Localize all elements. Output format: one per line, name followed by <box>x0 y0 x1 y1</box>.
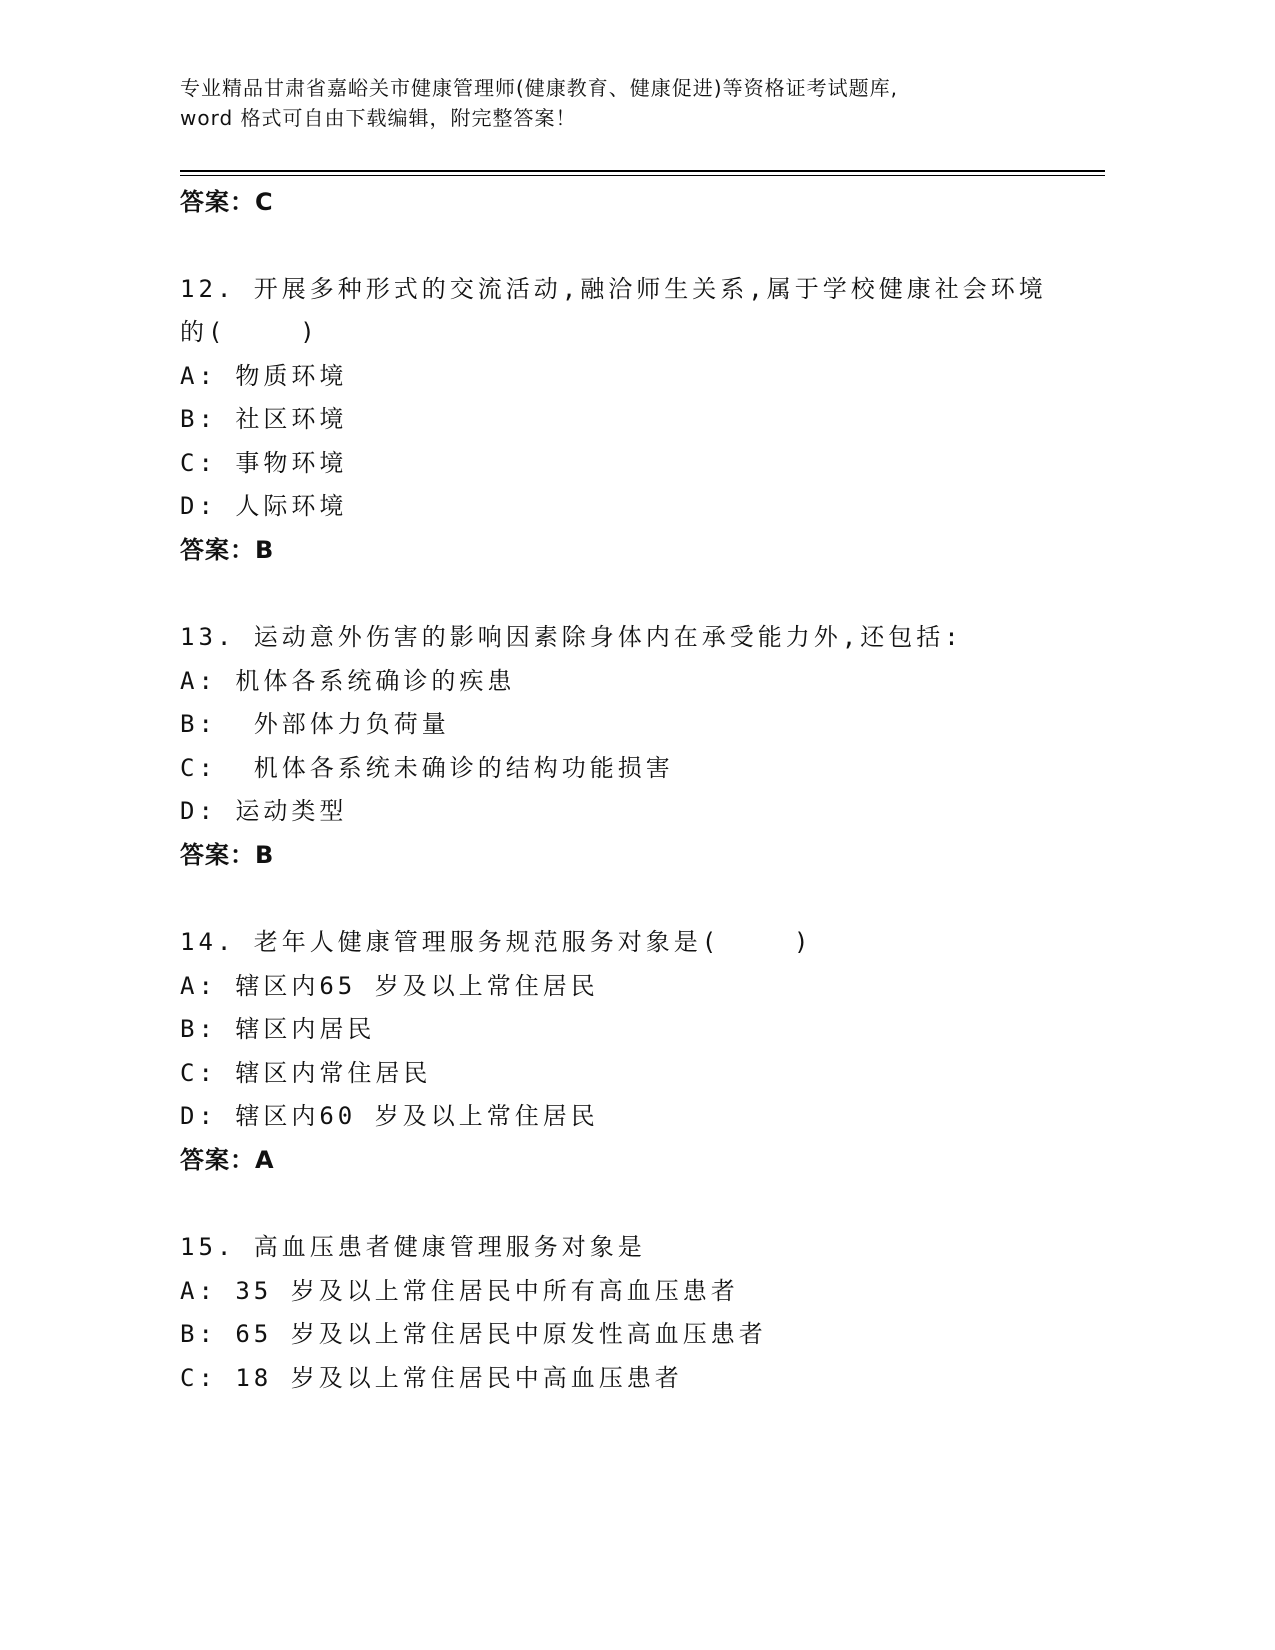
question-12-option-d: D: 人际环境 <box>180 492 348 520</box>
question-15-option-b: B: 65 岁及以上常住居民中原发性高血压患者 <box>180 1320 767 1348</box>
header-divider-bottom <box>180 175 1105 176</box>
question-15-option-a: A: 35 岁及以上常住居民中所有高血压患者 <box>180 1277 739 1305</box>
answer-13: 答案：B <box>180 841 275 869</box>
question-13-option-a: A: 机体各系统确诊的疾患 <box>180 667 516 695</box>
answer-11: 答案：C <box>180 188 274 216</box>
answer-14: 答案：A <box>180 1146 275 1174</box>
question-15-stem: 15. 高血压患者健康管理服务对象是 <box>180 1233 646 1261</box>
question-13-option-d: D: 运动类型 <box>180 797 348 825</box>
question-12-option-a: A: 物质环境 <box>180 362 348 390</box>
document-title-line-1: 专业精品甘肃省嘉峪关市健康管理师(健康教育、健康促进)等资格证考试题库, <box>180 76 898 100</box>
question-12-stem-cont: 的( ) <box>180 318 319 346</box>
question-13-option-c: C: 机体各系统未确诊的结构功能损害 <box>180 754 674 782</box>
question-14-stem: 14. 老年人健康管理服务规范服务对象是( ) <box>180 928 813 956</box>
header-divider-top <box>180 170 1105 172</box>
question-13-option-b: B: 外部体力负荷量 <box>180 710 450 738</box>
answer-12: 答案：B <box>180 536 275 564</box>
question-12-option-b: B: 社区环境 <box>180 405 348 433</box>
question-14-option-d: D: 辖区内60 岁及以上常住居民 <box>180 1102 599 1130</box>
question-15-option-c: C: 18 岁及以上常住居民中高血压患者 <box>180 1364 683 1392</box>
question-14-option-c: C: 辖区内常住居民 <box>180 1059 432 1087</box>
document-title-line-2: word 格式可自由下载编辑，附完整答案！ <box>180 106 577 130</box>
question-13-stem: 13. 运动意外伤害的影响因素除身体内在承受能力外,还包括: <box>180 623 963 651</box>
question-12-option-c: C: 事物环境 <box>180 449 348 477</box>
question-14-option-a: A: 辖区内65 岁及以上常住居民 <box>180 972 599 1000</box>
question-12-stem: 12. 开展多种形式的交流活动,融洽师生关系,属于学校健康社会环境 <box>180 275 1047 303</box>
question-14-option-b: B: 辖区内居民 <box>180 1015 376 1043</box>
